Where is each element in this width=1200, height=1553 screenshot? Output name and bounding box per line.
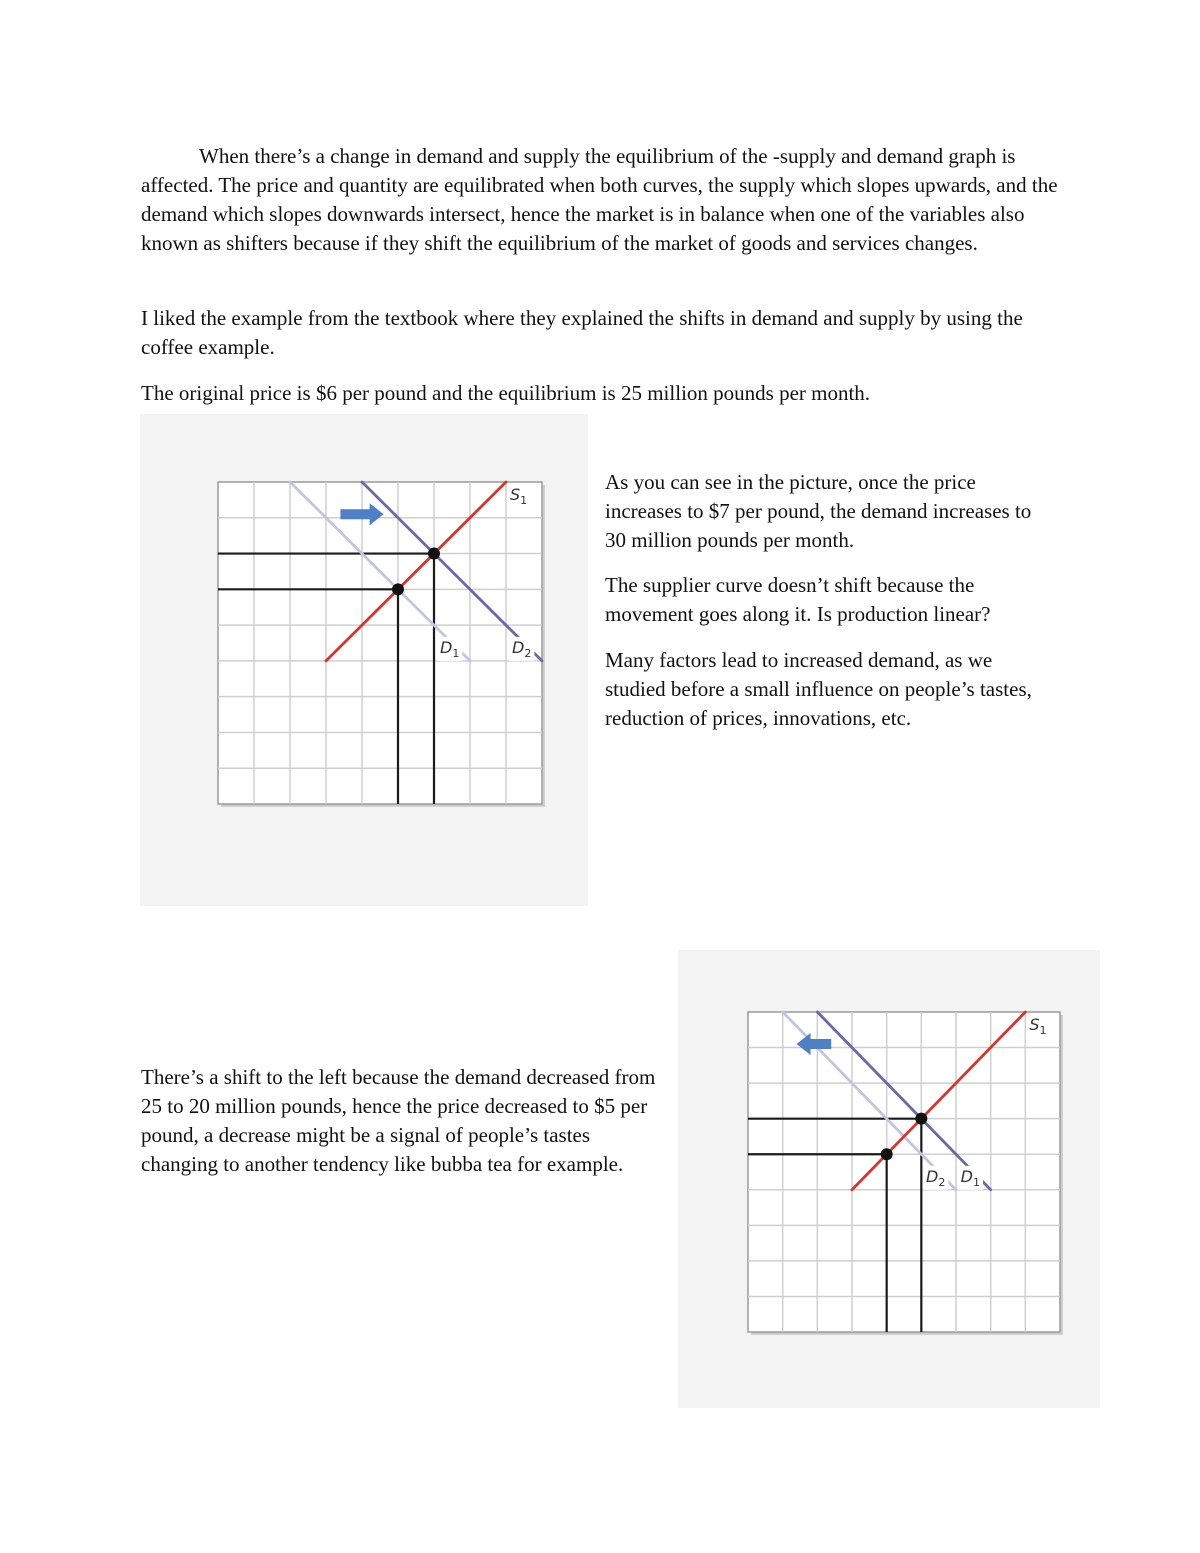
panel-a-chart [140, 414, 588, 906]
demand-factors-paragraph: Many factors lead to increased demand, as we studied before a small influence on people’s tastes, reduction of prices, innovations, etc. [605, 648, 1032, 730]
equilibrium-point-2 [428, 548, 440, 560]
equilibrium-point-1 [392, 583, 404, 595]
curve-label-d1: $D_1$ [960, 1166, 980, 1189]
curve-label-s1: $S_1$ [1029, 1015, 1047, 1037]
panel-a-svg [140, 414, 588, 906]
curve-label-d1: $D_1$ [440, 637, 460, 660]
plot-area [748, 1012, 1060, 1332]
demand-increase-paragraph: As you can see in the picture, once the price increases to $7 per pound, the demand increases to 30 million pounds per month. [605, 470, 1032, 552]
panel-b-chart [678, 950, 1100, 1408]
plot-area [218, 482, 542, 804]
original-price-paragraph: The original price is $6 per pound and the equilibrium is 25 million pounds per month. [141, 381, 871, 405]
equilibrium-point-1 [915, 1113, 927, 1125]
demand-decrease-paragraph: There’s a shift to the left because the demand decreased from 25 to 20 million pounds, hence the price decreased to $5 per pound, a decrease might be a signal of people’s tastes changing to another tendency like bubba tea for example. [141, 1065, 656, 1176]
curve-label-s1: $S_1$ [510, 485, 528, 507]
supply-curve-paragraph: The supplier curve doesn’t shift because the movement goes along it. Is production linear? [605, 573, 991, 626]
panel-b-svg [678, 950, 1100, 1408]
curve-label-d2: $D_2$ [512, 637, 532, 660]
example-paragraph: I liked the example from the textbook where they explained the shifts in demand and supply by using the coffee example. [141, 306, 1023, 359]
equilibrium-point-2 [881, 1148, 893, 1160]
intro-paragraph: When there’s a change in demand and supply the equilibrium of the -supply and demand graph is affected. The price and quantity are equilibrated when both curves, the supply which slopes upwards, and the demand which slopes downwards intersect, hence the market is in balance when one of the variables also known as shifters because if they shift the equilibrium of the market of goods and services changes. [141, 144, 1058, 255]
curve-label-d2: $D_2$ [926, 1166, 946, 1189]
